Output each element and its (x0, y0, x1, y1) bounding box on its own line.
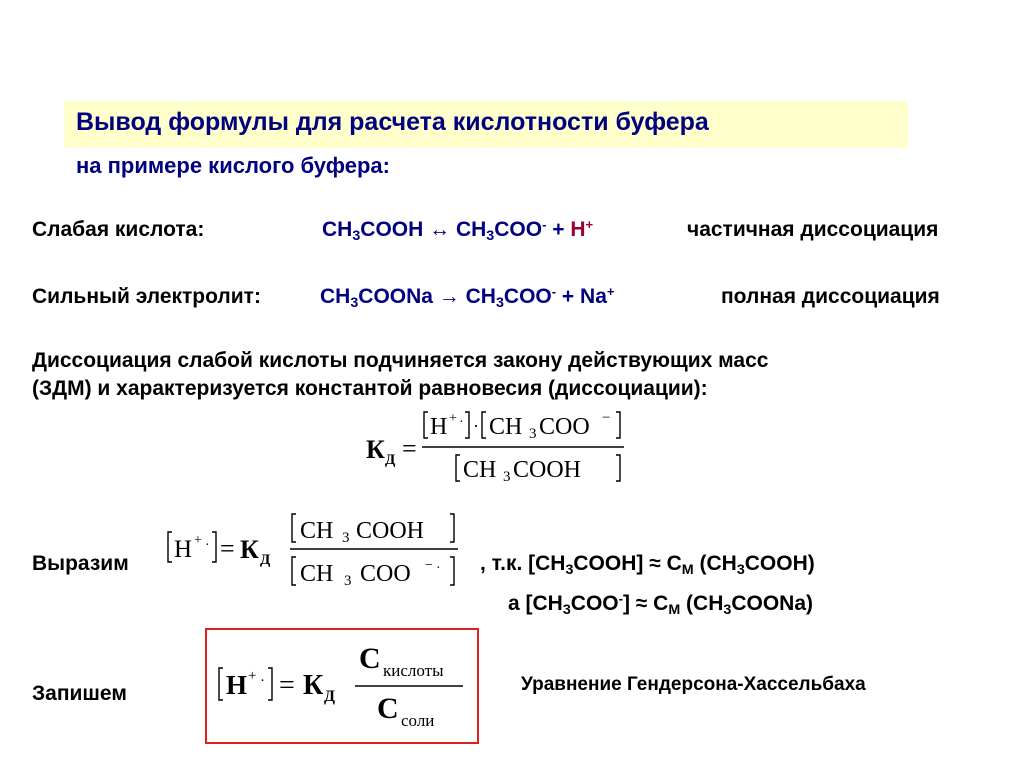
henderson-formula (207, 630, 477, 742)
svg-text:+: + (449, 411, 457, 426)
slide-subtitle: на примере кислого буфера: (76, 153, 390, 178)
svg-text:·: · (260, 673, 265, 689)
svg-text:−: − (602, 410, 611, 426)
write-label: Запишем (32, 682, 127, 705)
svg-text:соли: соли (401, 711, 435, 730)
svg-text:+: + (194, 533, 202, 548)
svg-text:CH: CH (300, 561, 334, 587)
express-note-1: , т.к. $[CH_3COOH] \approx C_M$ $(CH_3COOH)$ (480, 552, 815, 578)
svg-text:=: = (402, 434, 417, 463)
svg-text:C: C (359, 642, 381, 675)
svg-text:3: 3 (503, 469, 511, 485)
svg-text:Д: Д (324, 688, 336, 705)
strong-electrolyte-equation: $CH_3COONa \to CH_3COO^- + Na^+$ (320, 283, 615, 311)
svg-text:К: К (303, 670, 324, 701)
svg-text:·: · (436, 561, 441, 576)
svg-text:CH: CH (489, 414, 523, 440)
law-line-2: (ЗДМ) и характеризуется константой равновесия (диссоциации): (32, 377, 708, 400)
law-line-1: Диссоциация слабой кислоты подчиняется закону действующих масс (32, 349, 769, 372)
slide-title: Вывод формулы для расчета кислотности буфера (76, 108, 709, 136)
svg-text:=: = (220, 534, 235, 563)
strong-electrolyte-label: Сильный электролит: (32, 285, 261, 308)
express-formula (160, 505, 480, 597)
express-label: Выразим (32, 552, 129, 575)
svg-text:·: · (473, 416, 479, 436)
svg-text:CH: CH (463, 457, 497, 483)
svg-text:H: H (226, 670, 248, 700)
weak-acid-note: частичная диссоциация (687, 218, 939, 241)
svg-text:COOH: COOH (356, 518, 425, 544)
strong-electrolyte-note: полная диссоциация (721, 285, 940, 308)
svg-text:H: H (430, 414, 448, 440)
weak-acid-equation: $CH_3COOH$ ↔ $CH_3COO^- + H^+$ (322, 216, 594, 244)
svg-text:−: − (425, 558, 433, 573)
svg-text:H: H (174, 536, 193, 563)
express-note-2: а $[CH_3COO^-] \approx C_M$ $(CH_3COONa)$ (508, 590, 814, 618)
svg-text:3: 3 (342, 530, 350, 546)
svg-text:3: 3 (344, 573, 352, 589)
svg-text:CH: CH (300, 518, 334, 544)
svg-text:·: · (205, 538, 210, 553)
kd-formula (360, 404, 680, 488)
svg-text:Д: Д (260, 552, 271, 568)
svg-text:COO: COO (360, 561, 411, 587)
svg-text:+: + (248, 668, 257, 684)
svg-text:C: C (377, 692, 399, 725)
svg-text:Д: Д (385, 452, 396, 468)
svg-text:COOH: COOH (513, 457, 582, 483)
svg-text:·: · (459, 415, 464, 430)
weak-acid-label: Слабая кислота: (32, 218, 205, 241)
svg-text:К: К (366, 435, 385, 464)
svg-text:3: 3 (529, 426, 537, 442)
svg-text:кислоты: кислоты (383, 661, 444, 680)
svg-text:К: К (240, 535, 259, 564)
equation-name: Уравнение Гендерсона-Хассельбаха (521, 674, 866, 695)
svg-text:COO: COO (539, 414, 590, 440)
svg-text:=: = (279, 670, 295, 701)
